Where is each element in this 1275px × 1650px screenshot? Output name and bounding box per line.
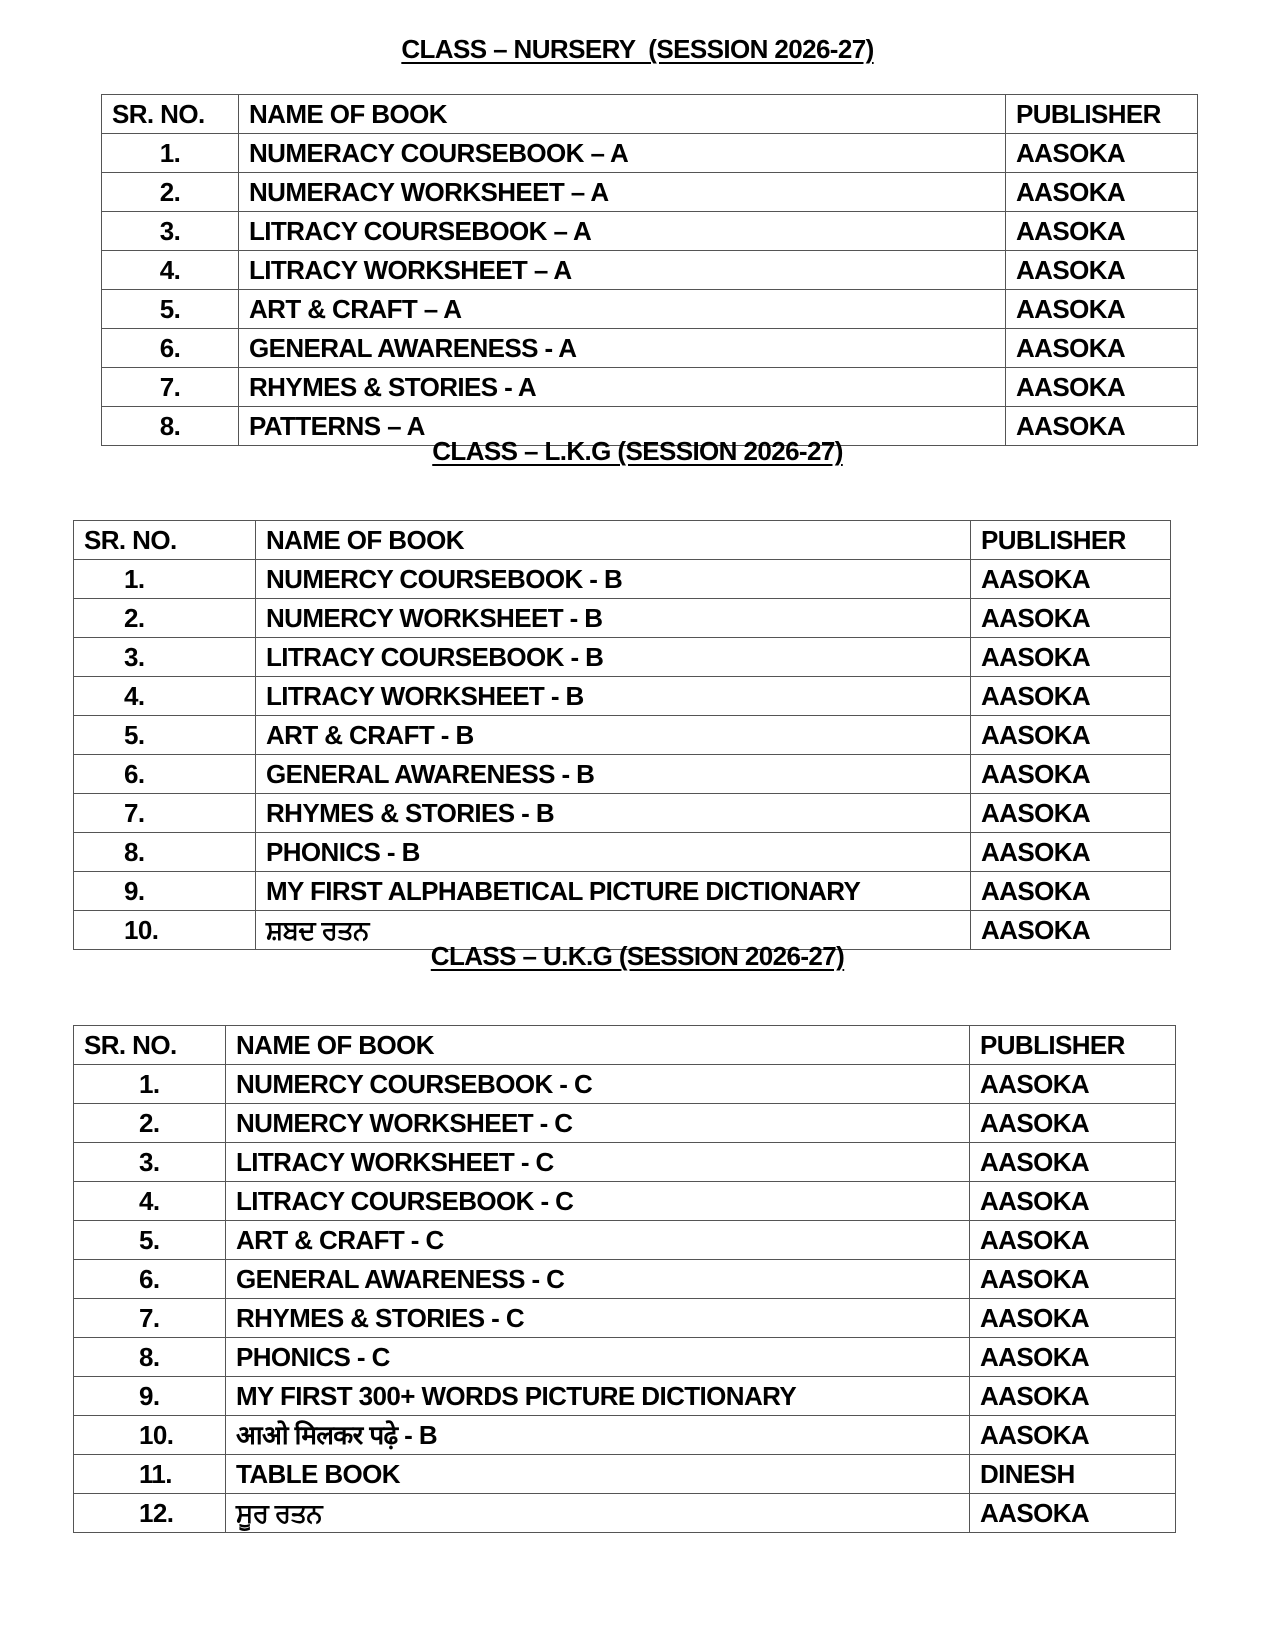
sr-header: SR. NO. <box>74 521 256 560</box>
sr-number-cell: 2. <box>102 173 239 212</box>
book-name-cell: ਸੂਰ ਰਤਨ <box>226 1494 970 1533</box>
book-name-cell: TABLE BOOK <box>226 1455 970 1494</box>
sr-number-cell: 7. <box>102 368 239 407</box>
table-row <box>74 716 1171 755</box>
nursery-book-table <box>101 94 1198 446</box>
sr-number-cell: 2. <box>74 1104 226 1143</box>
sr-number-cell: 7. <box>74 794 256 833</box>
publisher-cell: DINESH <box>970 1455 1176 1494</box>
publisher-cell: AASOKA <box>1006 290 1198 329</box>
sr-number-cell: 4. <box>74 1182 226 1221</box>
publisher-header: PUBLISHER <box>971 521 1171 560</box>
publisher-cell: AASOKA <box>971 716 1171 755</box>
book-name-cell: NUMERACY WORKSHEET – A <box>239 173 1006 212</box>
publisher-cell: AASOKA <box>970 1182 1176 1221</box>
sr-number-cell: 3. <box>74 638 256 677</box>
sr-number-cell: 6. <box>102 329 239 368</box>
publisher-cell: AASOKA <box>970 1377 1176 1416</box>
nursery-title: CLASS – NURSERY (SESSION 2026-27) <box>401 34 874 64</box>
sr-number-cell: 8. <box>74 1338 226 1377</box>
publisher-cell: AASOKA <box>971 794 1171 833</box>
book-name-cell: PHONICS - C <box>226 1338 970 1377</box>
sr-number-cell: 7. <box>74 1299 226 1338</box>
sr-number-cell: 6. <box>74 1260 226 1299</box>
ukg-title: CLASS – U.K.G (SESSION 2026-27) <box>430 941 845 971</box>
sr-number-cell: 11. <box>74 1455 226 1494</box>
book-name-cell: ART & CRAFT – A <box>239 290 1006 329</box>
publisher-cell: AASOKA <box>971 833 1171 872</box>
book-name-cell: NUMERACY COURSEBOOK – A <box>239 134 1006 173</box>
table-row <box>74 1416 1176 1455</box>
publisher-cell: AASOKA <box>971 638 1171 677</box>
table-row <box>102 368 1198 407</box>
book-name-cell: RHYMES & STORIES - B <box>256 794 971 833</box>
publisher-cell: AASOKA <box>1006 134 1198 173</box>
publisher-header: PUBLISHER <box>1006 95 1198 134</box>
table-row <box>74 1377 1176 1416</box>
lkg-book-table <box>73 520 1171 950</box>
publisher-cell: AASOKA <box>970 1260 1176 1299</box>
book-name-cell: NUMERCY COURSEBOOK - B <box>256 560 971 599</box>
book-name-cell: RHYMES & STORIES - A <box>239 368 1006 407</box>
table-header-row <box>74 1026 1176 1065</box>
book-name-cell: LITRACY COURSEBOOK – A <box>239 212 1006 251</box>
publisher-cell: AASOKA <box>971 599 1171 638</box>
book-name-cell: RHYMES & STORIES - C <box>226 1299 970 1338</box>
table-row <box>74 677 1171 716</box>
table-row <box>74 1299 1176 1338</box>
publisher-cell: AASOKA <box>1006 368 1198 407</box>
publisher-cell: AASOKA <box>970 1104 1176 1143</box>
book-name-cell: MY FIRST ALPHABETICAL PICTURE DICTIONARY <box>256 872 971 911</box>
table-row <box>102 329 1198 368</box>
table-row <box>74 1182 1176 1221</box>
table-row <box>74 794 1171 833</box>
table-row <box>74 1455 1176 1494</box>
table-row <box>102 212 1198 251</box>
book-name-cell: PATTERNS – A <box>239 407 1006 446</box>
book-name-cell: ਸ਼ਬਦ ਰਤਨ <box>256 911 971 950</box>
book-name-header: NAME OF BOOK <box>256 521 971 560</box>
book-name-cell: LITRACY WORKSHEET - B <box>256 677 971 716</box>
book-name-cell: LITRACY WORKSHEET – A <box>239 251 1006 290</box>
table-row <box>102 134 1198 173</box>
publisher-cell: AASOKA <box>970 1494 1176 1533</box>
sr-number-cell: 4. <box>102 251 239 290</box>
sr-number-cell: 1. <box>74 1065 226 1104</box>
sr-number-cell: 6. <box>74 755 256 794</box>
publisher-cell: AASOKA <box>1006 251 1198 290</box>
table-row <box>74 599 1171 638</box>
sr-number-cell: 5. <box>74 716 256 755</box>
sr-number-cell: 4. <box>74 677 256 716</box>
publisher-cell: AASOKA <box>971 911 1171 950</box>
sr-number-cell: 2. <box>74 599 256 638</box>
table-row <box>74 1143 1176 1182</box>
sr-number-cell: 3. <box>102 212 239 251</box>
book-name-cell: NUMERCY WORKSHEET - C <box>226 1104 970 1143</box>
table-row <box>74 833 1171 872</box>
table-row <box>74 1494 1176 1533</box>
table-row <box>102 173 1198 212</box>
publisher-cell: AASOKA <box>971 755 1171 794</box>
publisher-cell: AASOKA <box>970 1416 1176 1455</box>
lkg-title: CLASS – L.K.G (SESSION 2026-27) <box>432 436 843 466</box>
book-name-cell: GENERAL AWARENESS - C <box>226 1260 970 1299</box>
table-header-row <box>74 521 1171 560</box>
book-name-cell: ART & CRAFT - C <box>226 1221 970 1260</box>
sr-number-cell: 3. <box>74 1143 226 1182</box>
book-name-cell: GENERAL AWARENESS - B <box>256 755 971 794</box>
publisher-cell: AASOKA <box>971 872 1171 911</box>
publisher-cell: AASOKA <box>970 1299 1176 1338</box>
book-name-cell: LITRACY COURSEBOOK - B <box>256 638 971 677</box>
book-name-header: NAME OF BOOK <box>239 95 1006 134</box>
sr-number-cell: 1. <box>102 134 239 173</box>
sr-number-cell: 5. <box>102 290 239 329</box>
publisher-cell: AASOKA <box>971 560 1171 599</box>
table-row <box>102 251 1198 290</box>
publisher-cell: AASOKA <box>970 1338 1176 1377</box>
book-name-cell: MY FIRST 300+ WORDS PICTURE DICTIONARY <box>226 1377 970 1416</box>
sr-number-cell: 12. <box>74 1494 226 1533</box>
sr-number-cell: 1. <box>74 560 256 599</box>
sr-number-cell: 5. <box>74 1221 226 1260</box>
book-name-cell: LITRACY COURSEBOOK - C <box>226 1182 970 1221</box>
table-row <box>74 1221 1176 1260</box>
book-name-cell: GENERAL AWARENESS - A <box>239 329 1006 368</box>
sr-header: SR. NO. <box>102 95 239 134</box>
table-row <box>74 1260 1176 1299</box>
sr-number-cell: 10. <box>74 911 256 950</box>
book-name-header: NAME OF BOOK <box>226 1026 970 1065</box>
publisher-cell: AASOKA <box>1006 212 1198 251</box>
table-row <box>74 872 1171 911</box>
book-name-cell: NUMERCY WORKSHEET - B <box>256 599 971 638</box>
sr-header: SR. NO. <box>74 1026 226 1065</box>
sr-number-cell: 9. <box>74 1377 226 1416</box>
book-name-cell: ART & CRAFT - B <box>256 716 971 755</box>
table-header-row <box>102 95 1198 134</box>
book-name-cell: PHONICS - B <box>256 833 971 872</box>
publisher-cell: AASOKA <box>1006 329 1198 368</box>
book-name-cell: NUMERCY COURSEBOOK - C <box>226 1065 970 1104</box>
book-name-cell: आओ मिलकर पढ़े - B <box>226 1416 970 1455</box>
table-row <box>74 1065 1176 1104</box>
sr-number-cell: 8. <box>102 407 239 446</box>
table-row <box>74 638 1171 677</box>
publisher-header: PUBLISHER <box>970 1026 1176 1065</box>
sr-number-cell: 9. <box>74 872 256 911</box>
table-row <box>74 1338 1176 1377</box>
table-row <box>74 755 1171 794</box>
sr-number-cell: 8. <box>74 833 256 872</box>
publisher-cell: AASOKA <box>970 1143 1176 1182</box>
table-row <box>102 290 1198 329</box>
sr-number-cell: 10. <box>74 1416 226 1455</box>
table-row <box>74 1104 1176 1143</box>
ukg-book-table <box>73 1025 1176 1533</box>
publisher-cell: AASOKA <box>970 1065 1176 1104</box>
publisher-cell: AASOKA <box>971 677 1171 716</box>
publisher-cell: AASOKA <box>1006 407 1198 446</box>
table-row <box>74 560 1171 599</box>
publisher-cell: AASOKA <box>1006 173 1198 212</box>
book-name-cell: LITRACY WORKSHEET - C <box>226 1143 970 1182</box>
publisher-cell: AASOKA <box>970 1221 1176 1260</box>
